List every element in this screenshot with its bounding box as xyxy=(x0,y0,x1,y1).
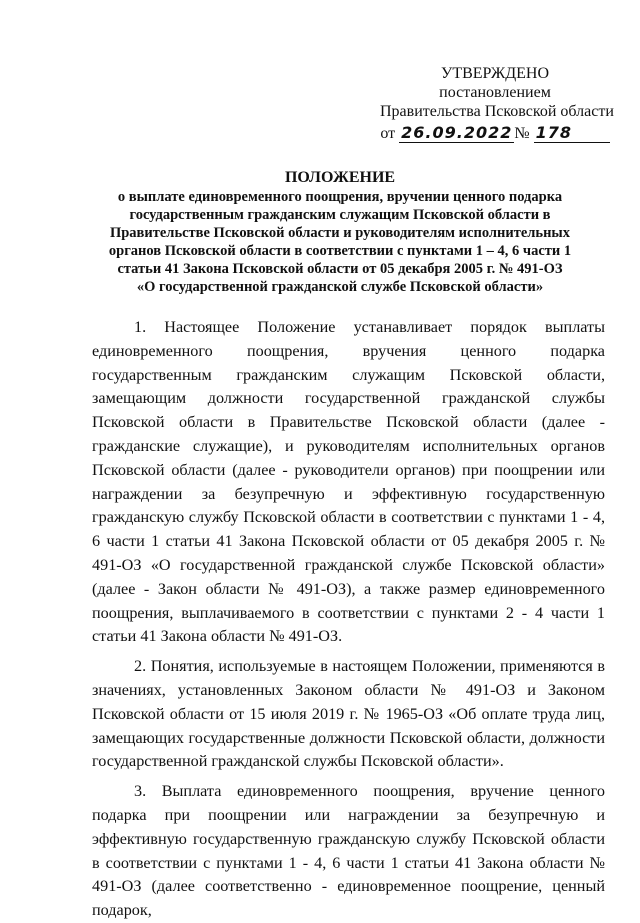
approving-body-label: Правительства Псковской области xyxy=(380,103,614,120)
document-title-block xyxy=(60,168,620,296)
document-body xyxy=(92,316,605,923)
title-subline: государственным гражданским служащим Псковской области в xyxy=(129,207,551,223)
document-title: ПОЛОЖЕНИЕ xyxy=(284,169,396,186)
handwritten-number: 178 xyxy=(534,123,610,143)
approval-stamp-block xyxy=(380,64,614,143)
approval-date-line xyxy=(380,123,610,143)
title-subline: органов Псковской области в соответствии с пунктами 1 – 4, 6 части 1 xyxy=(108,243,572,259)
date-prefix: от xyxy=(380,125,396,142)
paragraph-3: 3. Выплата единовременного поощрения, вручение ценного подарка при поощрении или награждении за безупречную и эффективную государственную гражданскую службу Псковской области в соответствии с пунктами 1 - 4, 6 части 1 статьи 41 Закона области № 491-ОЗ (далее соответственно - единовременное поощрение, ценный подарок, xyxy=(92,782,605,920)
title-subline: Правительстве Псковской области и руководителям исполнительных xyxy=(109,225,571,241)
number-prefix: № xyxy=(514,125,530,142)
handwritten-date: 26.09.2022 xyxy=(401,123,513,142)
title-subline: статьи 41 Закона Псковской области от 05 декабря 2005 г. № 491-ОЗ xyxy=(117,261,563,277)
paragraph-2: 2. Понятия, используемые в настоящем Положении, применяются в значениях, установленных Законом области № 491-ОЗ и Законом Псковской области от 15 июля 2019 г. № 1965-ОЗ «Об оплате труда лиц, замещающих государственные должности Псковской области, должности государственной гражданской службы Псковской области». xyxy=(92,657,605,771)
approved-by-label: постановлением xyxy=(439,84,551,101)
paragraph-1: 1. Настоящее Положение устанавливает порядок выплаты единовременного поощрения, вручения ценного подарка государственным гражданским служащим Псковской области, замещающим должности государственной гражданской службы Псковской области в Правительстве Псковской области (далее - гражданские служащие), и руководителям исполнительных органов Псковской области (далее - руководители органов) при поощрении или награждении за безупречную и эффективную государственную гражданскую службу Псковской области в соответствии с пунктами 1 - 4, 6 части 1 статьи 41 Закона Псковской области от 05 декабря 2005 г. № 491-ОЗ «О государственной гражданской службе Псковской области» (далее - Закон области № 491-ОЗ), а также размер единовременного поощрения, выплачиваемого в соответствии с пунктами 2 - 4 части 1 статьи 41 Закона области № 491-ОЗ. xyxy=(92,318,605,646)
title-subline: «О государственной гражданской службе Псковской области» xyxy=(136,279,544,295)
title-subline: о выплате единовременного поощрения, вручении ценного подарка xyxy=(117,189,563,205)
approved-label: УТВЕРЖДЕНО xyxy=(440,65,549,82)
